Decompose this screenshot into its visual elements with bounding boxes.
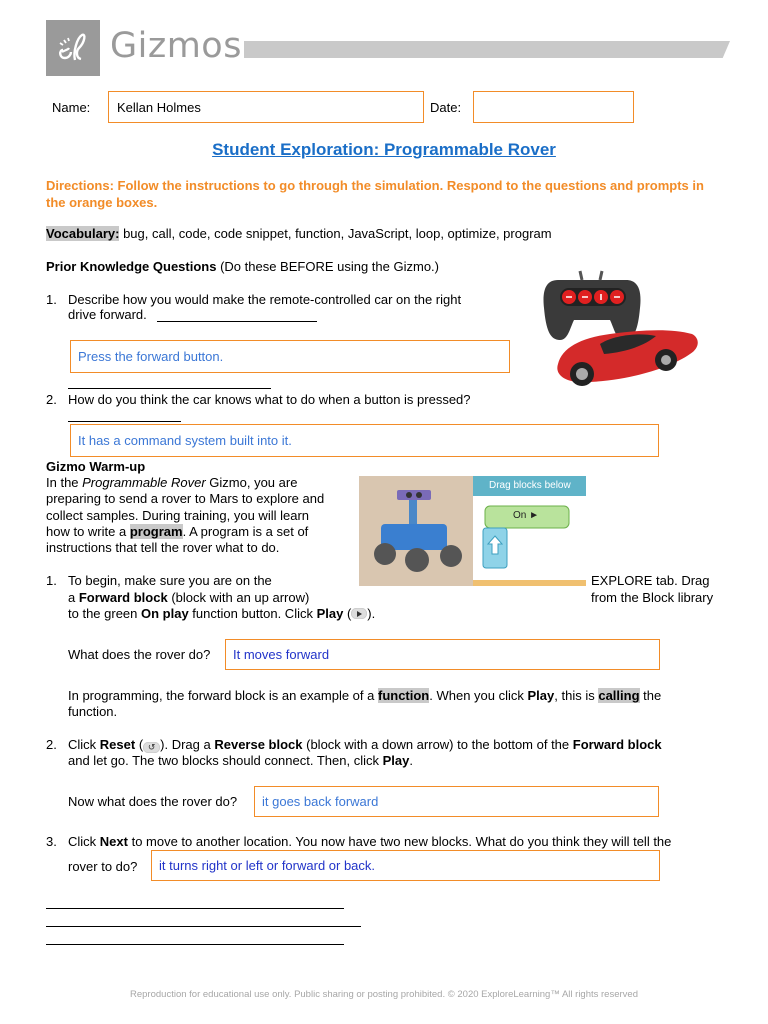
rover-head <box>397 490 431 500</box>
warmup-heading: Gizmo Warm-up <box>46 459 146 474</box>
q1-answer-box[interactable]: Press the forward button. <box>70 340 510 373</box>
gizmo-simulation-image <box>359 476 586 586</box>
car-hub-front <box>576 368 588 380</box>
rover-wheel-2 <box>405 548 429 572</box>
q1-blank-line <box>157 321 317 322</box>
step1-right-2: from the Block library <box>591 590 714 605</box>
step2-question: Now what does the rover do? <box>68 794 238 809</box>
blank-line-2 <box>46 926 361 927</box>
blank-line-3 <box>46 944 344 945</box>
explorelearning-logo <box>46 20 100 76</box>
step3-question: rover to do? <box>68 859 138 874</box>
panel-bottom-strip <box>473 580 586 586</box>
warmup-line-1: In the Programmable Rover Gizmo, you are <box>46 475 298 490</box>
q2-number: 2. <box>46 392 57 407</box>
page-title: Student Exploration: Programmable Rover <box>212 140 556 159</box>
rc-car-image <box>540 268 702 394</box>
blank-line-1 <box>46 908 344 909</box>
rover-wheel-1 <box>374 543 396 565</box>
step1-number: 1. <box>46 573 57 588</box>
q2-answer-box[interactable]: It has a command system built into it. <box>70 424 659 457</box>
rover-eye-right <box>416 492 422 498</box>
q1-blank-line-2 <box>68 388 271 389</box>
prior-heading-note: (Do these BEFORE using the Gizmo.) <box>216 259 439 274</box>
vocabulary-terms: bug, call, code, code snippet, function, JavaScript, loop, optimize, program <box>119 226 552 241</box>
sim-on-play-label: On ► <box>513 510 540 521</box>
step3-text: Click Next to move to another location. You now have two new blocks. What do you think they will tell the <box>68 834 672 849</box>
warmup-line-5: instructions that tell the rover what to do. <box>46 540 280 556</box>
warmup-line-2: preparing to send a rover to Mars to explore and <box>46 491 325 507</box>
name-field[interactable]: Kellan Holmes <box>108 91 424 123</box>
vocabulary-label: Vocabulary: <box>46 226 120 241</box>
warmup-line-4: how to write a program. A program is a set of <box>46 523 309 539</box>
step1-line3: to the green On play function button. Click Play ( ). <box>68 606 376 621</box>
footer-copyright: Reproduction for educational use only. Public sharing or posting prohibited. © 2020 ExploreLearning™ All rights reserved <box>130 989 638 1000</box>
warmup-line-3: collect samples. During training, you will learn <box>46 507 310 523</box>
step2-number: 2. <box>46 737 57 752</box>
step1-question: What does the rover do? <box>68 647 211 662</box>
step2-text: Click Reset ( ↺ ). Drag a Reverse block (block with a down arrow) to the bottom of the Forward block and let go. The two blocks should connect. Then, click Play. <box>68 737 662 769</box>
prior-knowledge-heading <box>46 259 439 274</box>
q1-text-line2: drive forward. <box>68 307 147 322</box>
q2-blank-line <box>68 421 181 422</box>
directions: Directions: Follow the instructions to go through the simulation. Respond to the questions and prompts in the orange boxes. <box>46 178 704 210</box>
step3-number: 3. <box>46 834 57 849</box>
el-logo-icon <box>55 30 91 66</box>
car-hub-rear <box>661 355 671 365</box>
rover-eye-left <box>406 492 412 498</box>
warmup-paragraph <box>46 475 356 556</box>
play-button-icon <box>351 608 367 619</box>
rover-wheel-3 <box>440 545 462 567</box>
step2-answer-box[interactable]: it goes back forward <box>254 786 659 817</box>
brand-name: Gizmos <box>110 26 242 66</box>
step1-note: In programming, the forward block is an example of a function. When you click Play, this is calling the function. <box>68 688 662 720</box>
reset-button-icon: ↺ <box>143 742 160 753</box>
step1-right-1: EXPLORE tab. Drag <box>591 573 710 588</box>
remote-antenna <box>580 271 602 280</box>
name-label: Name: <box>52 100 91 115</box>
date-label: Date: <box>430 100 462 115</box>
step3-answer-box[interactable]: it turns right or left or forward or back. <box>151 850 660 881</box>
step1-answer-box[interactable]: It moves forward <box>225 639 660 670</box>
sim-drag-label: Drag blocks below <box>489 480 571 491</box>
q1-text-line1: Describe how you would make the remote-controlled car on the right <box>68 292 462 307</box>
date-field[interactable] <box>473 91 634 123</box>
q2-text: How do you think the car knows what to do when a button is pressed? <box>68 392 471 407</box>
step1-line1: To begin, make sure you are on the <box>68 573 272 588</box>
simulation-scene <box>359 476 586 586</box>
step1-line2: a Forward block (block with an up arrow) <box>68 590 310 605</box>
vocabulary-line <box>46 226 552 241</box>
header-bar <box>244 41 730 58</box>
prior-heading-text: Prior Knowledge Questions <box>46 259 217 274</box>
q1-number: 1. <box>46 292 57 307</box>
rover-neck <box>409 500 417 526</box>
